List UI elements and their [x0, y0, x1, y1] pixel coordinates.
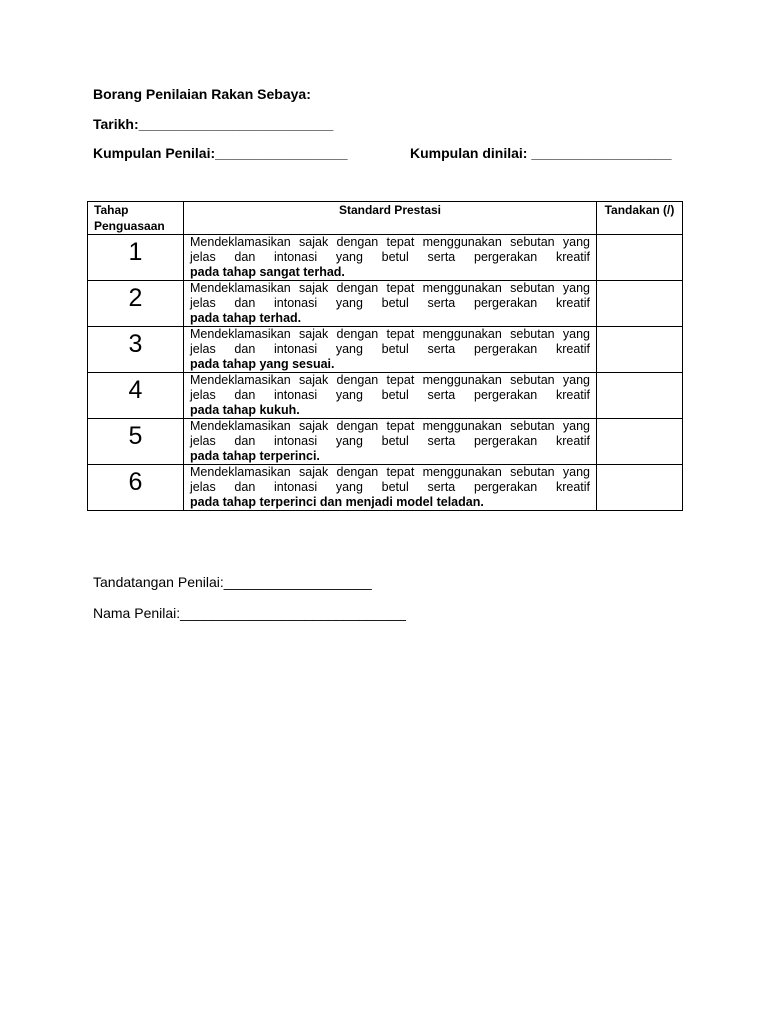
mark-cell[interactable] [597, 235, 683, 281]
table-row [88, 327, 683, 373]
standard-text: Mendeklamasikan sajak dengan tepat menggunakan sebutan yang jelas dan intonasi yang betul serta pergerakan kreatif [190, 327, 590, 356]
mark-cell[interactable] [597, 373, 683, 419]
level-number: 5 [88, 419, 184, 465]
standard-level-text: pada tahap yang sesuai. [190, 357, 335, 371]
assessment-table [87, 201, 683, 511]
standard-text: Mendeklamasikan sajak dengan tepat menggunakan sebutan yang jelas dan intonasi yang betul serta pergerakan kreatif [190, 235, 590, 264]
header-mark: Tandakan (/) [597, 202, 683, 235]
standard-cell [184, 465, 597, 511]
form-title: Borang Penilaian Rakan Sebaya: [93, 86, 311, 102]
standard-level-text: pada tahap terperinci. [190, 449, 320, 463]
evaluated-group-field[interactable]: Kumpulan dinilai: __________________ [410, 145, 672, 161]
table-header-row [88, 202, 683, 235]
header-level: Tahap Penguasaan [88, 202, 184, 235]
standard-level-text: pada tahap kukuh. [190, 403, 300, 417]
mark-cell[interactable] [597, 465, 683, 511]
table-row [88, 373, 683, 419]
table-row [88, 281, 683, 327]
standard-level-text: pada tahap terperinci dan menjadi model teladan. [190, 495, 484, 509]
standard-text: Mendeklamasikan sajak dengan tepat menggunakan sebutan yang jelas dan intonasi yang betul serta pergerakan kreatif [190, 419, 590, 448]
standard-text: Mendeklamasikan sajak dengan tepat menggunakan sebutan yang jelas dan intonasi yang betul serta pergerakan kreatif [190, 281, 590, 310]
table-row [88, 235, 683, 281]
mark-cell[interactable] [597, 419, 683, 465]
header-standard: Standard Prestasi [184, 202, 597, 235]
level-number: 4 [88, 373, 184, 419]
table-row [88, 465, 683, 511]
table-row [88, 419, 683, 465]
evaluator-group-field[interactable]: Kumpulan Penilai:_________________ [93, 145, 348, 161]
standard-cell [184, 281, 597, 327]
standard-text: Mendeklamasikan sajak dengan tepat menggunakan sebutan yang jelas dan intonasi yang betul serta pergerakan kreatif [190, 373, 590, 402]
mark-cell[interactable] [597, 327, 683, 373]
evaluator-name-field[interactable]: Nama Penilai:_____________________________ [93, 605, 406, 621]
standard-cell [184, 235, 597, 281]
level-number: 6 [88, 465, 184, 511]
signature-field[interactable]: Tandatangan Penilai:___________________ [93, 574, 372, 590]
standard-cell [184, 419, 597, 465]
standard-level-text: pada tahap terhad. [190, 311, 302, 325]
level-number: 2 [88, 281, 184, 327]
date-field[interactable]: Tarikh:_________________________ [93, 116, 334, 132]
level-number: 3 [88, 327, 184, 373]
standard-cell [184, 327, 597, 373]
level-number: 1 [88, 235, 184, 281]
standard-text: Mendeklamasikan sajak dengan tepat menggunakan sebutan yang jelas dan intonasi yang betul serta pergerakan kreatif [190, 465, 590, 494]
standard-level-text: pada tahap sangat terhad. [190, 265, 345, 279]
standard-cell [184, 373, 597, 419]
mark-cell[interactable] [597, 281, 683, 327]
